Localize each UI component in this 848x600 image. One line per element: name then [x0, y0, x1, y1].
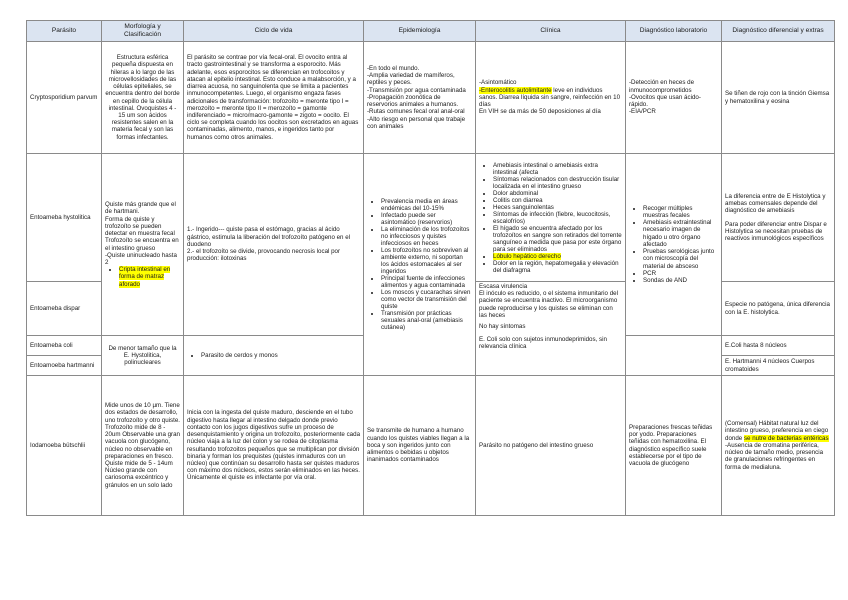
diff-text: (Comensal) Hábitat natural luz del intestino grueso, preferencia en ciego donde: [725, 420, 829, 442]
list-item: • Prevalencia media en áreas endémicas del 10-15%: [381, 198, 472, 212]
epi-line: -Amplia variedad de mamíferos, reptiles y peces.: [367, 72, 455, 87]
lab-line: -EIA/PCR: [629, 108, 656, 116]
cycle-line: 1.- Ingerido--- quiste pasa el estómago, gracias al ácido gástrico, estimula la liberación del trofozoíto patógeno en el duodeno: [187, 226, 351, 248]
highlight-text: se nutre de bacterias entéricas: [743, 434, 829, 442]
list-item: • Dolor abdominal: [493, 190, 622, 197]
header-cell: Parásito: [27, 21, 102, 42]
list-item: • Amebiasis extraintestinal necesario imagen de hígado u otro órgano afectado: [643, 219, 718, 248]
epidemiology-cell: [364, 154, 476, 376]
lab-cell: [626, 336, 722, 376]
differential-cell: E.Coli hasta 8 núcleos: [722, 336, 835, 356]
list-item: • Los trofozoítos no sobreviven al ambiente externo, ni soportan los ácidos estomacales al ser ingeridos: [381, 247, 472, 275]
header-cell: Clínica: [476, 21, 626, 42]
parasite-name: Iodamoeba bütschlii: [27, 376, 102, 516]
list-item: • Síntomas de infección (fiebre, leucocitosis, escalofríos): [493, 211, 622, 225]
morph-line: Quiste más grande que el de hartmani.: [105, 201, 176, 216]
diff-line: La diferencia entre de E Histolytica y amebas comensales depende del diagnóstico de amebiasis: [725, 192, 826, 215]
header-cell: Diagnóstico diferencial y extras: [722, 21, 835, 42]
life-cycle-cell: Inicia con la ingesta del quiste maduro, desciende en el tubo digestivo hasta llegar al intestino delgado donde previo contacto con los jugos digestivos sufre un proceso de desenquistamiento y origina un trofozoíto, posteriormente cada núcleo viaja a la luz del colon y se rodea de citoplasma resultando trofozoitos pequeños que se multiplican por división binaria y forman los prequistes (quistes inmaduros con un núcleo) que continúan su desarrollo hasta ser quistes maduros con máximo dos núcleos, estos serán eliminados en las heces. Únicamente el quiste es infectante por vía oral.: [184, 376, 364, 516]
clin-line: E. Coli solo con sujetos inmunodeprimidos, sin relevancia clínica: [479, 336, 607, 351]
list-item: • Síntomas relacionados con destrucción tisular localizada en el intestino grueso: [493, 176, 622, 190]
life-cycle-cell: [184, 336, 364, 376]
list-item: • Transmisión por prácticas sexuales anal-oral (amebiasis cutánea): [381, 310, 472, 331]
parasite-name: Entoamoeba hartmanni: [27, 356, 102, 376]
morph-line: Forma de quiste y trofozoíto se pueden detectar en muestra fecal: [105, 215, 175, 238]
diff-line: -Ausencia de cromatina periférica, núcleo de tamaño medio, presencia de granulaciones refringentes en forma de medialuna.: [725, 441, 824, 471]
table-row: [27, 42, 835, 154]
parasite-table: [26, 20, 835, 516]
lab-cell: Preparaciones frescas teñidas por yodo. Preparaciones teñidas con hematoxilina. El diagnóstico específico suele establecerse por el tipo de vacuola de glucógeno: [626, 376, 722, 516]
morph-line: -Quiste uninucleado hasta 2: [105, 251, 177, 266]
morphology-cell: [102, 154, 184, 336]
cycle-line: 2.- el trofozoíto se divide, provocando necrosis local por producción: ilotoxinas: [187, 248, 341, 263]
clinical-cell: [476, 154, 626, 282]
highlight-text: Cripta intestinal en forma de matraz aforado: [119, 266, 171, 288]
epi-line: -Alto riesgo en personal que trabaje con animales: [367, 115, 466, 130]
list-item: • Heces sanguinolentas: [493, 204, 622, 211]
morphology-cell: Estructura esférica pequeña dispuesta en hileras a lo largo de las microvellosidades de las células epiteliales, se encuentra dentro del borde en cepillo de la célula intestinal. Ovoquistes 4 - 15 um son ácidos resistentes salen en la materia fecal y son las formas infectantes.: [102, 42, 184, 154]
header-cell: Epidemiología: [364, 21, 476, 42]
epi-line: -Transmisión por agua contaminada: [367, 86, 466, 94]
header-cell: Diagnóstico laboratorio: [626, 21, 722, 42]
clin-line: El inóculo es reducido, o el sistema inmunitario del paciente se encuentra inactivo. El microorganismo puede reproducirse y los quistes se eliminan con las heces: [479, 290, 618, 319]
clinical-cell: [476, 282, 626, 376]
list-item: • Infectado puede ser asintomático (reservorios): [381, 212, 472, 226]
list-item: • Dolor en la región, hepatomegalia y elevación del diafragma: [493, 260, 622, 274]
epi-line: -Rutas comunes fecal oral anal-oral: [367, 108, 465, 116]
header-cell: Morfología y Clasificación: [102, 21, 184, 42]
clin-line: -Asintomático: [479, 79, 517, 87]
differential-cell: [722, 154, 835, 282]
life-cycle-cell: [184, 154, 364, 336]
parasite-name: Entoameba dispar: [27, 282, 102, 336]
header-row: [27, 21, 835, 42]
clinical-cell: [476, 42, 626, 154]
list-item: • Parasito de cerdos y monos: [201, 352, 360, 359]
differential-cell: Especie no patógena, única diferencia con la E. histolytica.: [722, 282, 835, 336]
lab-cell: [626, 154, 722, 336]
parasite-name: Entoameba hystolitica: [27, 154, 102, 282]
diff-line: Para poder diferenciar entre Dispar e Histolytica se necesitan pruebas de reactivos inmunológicos específicos: [725, 220, 827, 242]
clin-line: No hay síntomas: [479, 323, 526, 331]
lab-line: -Ovocitos que usan ácido-rápido.: [629, 93, 701, 109]
list-item: • Pruebas serológicas junto con microscopía del material de absceso: [643, 248, 718, 270]
list-item: • Amebiasis intestinal o amebiasis extra intestinal (afecta: [493, 162, 622, 176]
list-item: • Los moscos y cucarachas sirven como vector de transmisión del quiste: [381, 289, 472, 310]
list-item: • PCR: [643, 270, 718, 277]
list-item: • La eliminación de los trofozoítos no infecciosos y quistes infecciosos en heces: [381, 226, 472, 247]
header-cell: Ciclo de vida: [184, 21, 364, 42]
table-row: [27, 154, 835, 282]
list-item: • El hígado se encuentra afectado por los trofozoítos en sangre son retirados del torrente sanguíneo a medida que pasa por este órgano para ser eliminados: [493, 225, 622, 253]
morphology-cell: Mide unos de 10 µm. Tiene dos estados de desarrollo, uno trofozoíto y otro quiste. Trofozoíto mide de 8 - 20um Observable una gran vacuola con glucógeno, núcleo no observable en preparaciones en fresco. Quiste mide de 5 - 14um Núcleo grande con cariosoma excéntrico y gránulos en un solo lado: [102, 376, 184, 516]
lab-cell: [626, 42, 722, 154]
list-item: • Colitis con diarrea: [493, 197, 622, 204]
list-item: • Principal fuente de infecciones alimentos y agua contaminada: [381, 275, 472, 289]
highlight-text: Lóbulo hepático derecho: [493, 252, 561, 260]
clinical-cell: Parásito no patógeno del intestino grueso: [476, 376, 626, 516]
epidemiology-cell: Se transmite de humano a humano cuando los quistes viables llegan a la boca y son ingeridos junto con alimentos o bebidas u objetos inanimados contaminados: [364, 376, 476, 516]
differential-cell: Se tiñen de rojo con la tinción Giemsa y hematoxilina y eosina: [722, 42, 835, 154]
epi-line: -En todo el mundo.: [367, 65, 420, 73]
list-item: [119, 266, 180, 288]
clin-line: En VIH se da más de 50 deposiciones al día: [479, 108, 601, 116]
clin-line: Escasa virulencia: [479, 283, 528, 290]
list-item: • Recoger múltiples muestras fecales: [643, 205, 718, 219]
morph-line: Trofozoíto se encuentra en el intestino grueso: [105, 237, 179, 252]
highlight-text: -Enterocolitis autolimitante: [479, 86, 552, 94]
life-cycle-cell: El parásito se contrae por vía fecal-oral. El ovocito entra al tracto gastrointestinal y se transforma a esporocito. Más adelante, esos esporocitos se diferencian en trofocoitos y atacan al epitelio intestinal. Esto conduce a malabsorción, y a diarrea acuosa, no sanguinolenta que se limita a pacientes inmunocompetentes. Luego, el organismo engaza fases adicionales de transformación: trofozoíto = meronte tipo I = merozoíto = meronte tipo II = merozoíto = gamonte indiferenciado = micro/macro-gamonte = zigoto = oocito. El ciclo se completa cuando los oocitos son excretados en aguas contaminadas, alimento, manos, e ingeridos tanto por humanos como otros animales.: [184, 42, 364, 154]
epi-line: -Propagación zoonótica de reservorios animales a humanos.: [367, 93, 459, 109]
morphology-cell: De menor tamaño que la E. Hystolitica, polinucleares: [102, 336, 184, 376]
epidemiology-cell: [364, 42, 476, 154]
list-item: [493, 253, 622, 260]
differential-cell: [722, 376, 835, 516]
parasite-name: Cryptosporidium parvum: [27, 42, 102, 154]
differential-cell: E. Hartmanni 4 núcleos Cuerpos cromatoides: [722, 356, 835, 376]
lab-line: -Detección en heces de inmunocomprometidos: [629, 79, 695, 94]
clin-text: leve en individuos sanos. Diarrea líquida sin sangre, reinfección en 10 días: [479, 86, 621, 109]
table-row: [27, 376, 835, 516]
parasite-name: Entoameba coli: [27, 336, 102, 356]
list-item: • Sondas de AND: [643, 277, 718, 284]
clin-line: [479, 87, 620, 108]
